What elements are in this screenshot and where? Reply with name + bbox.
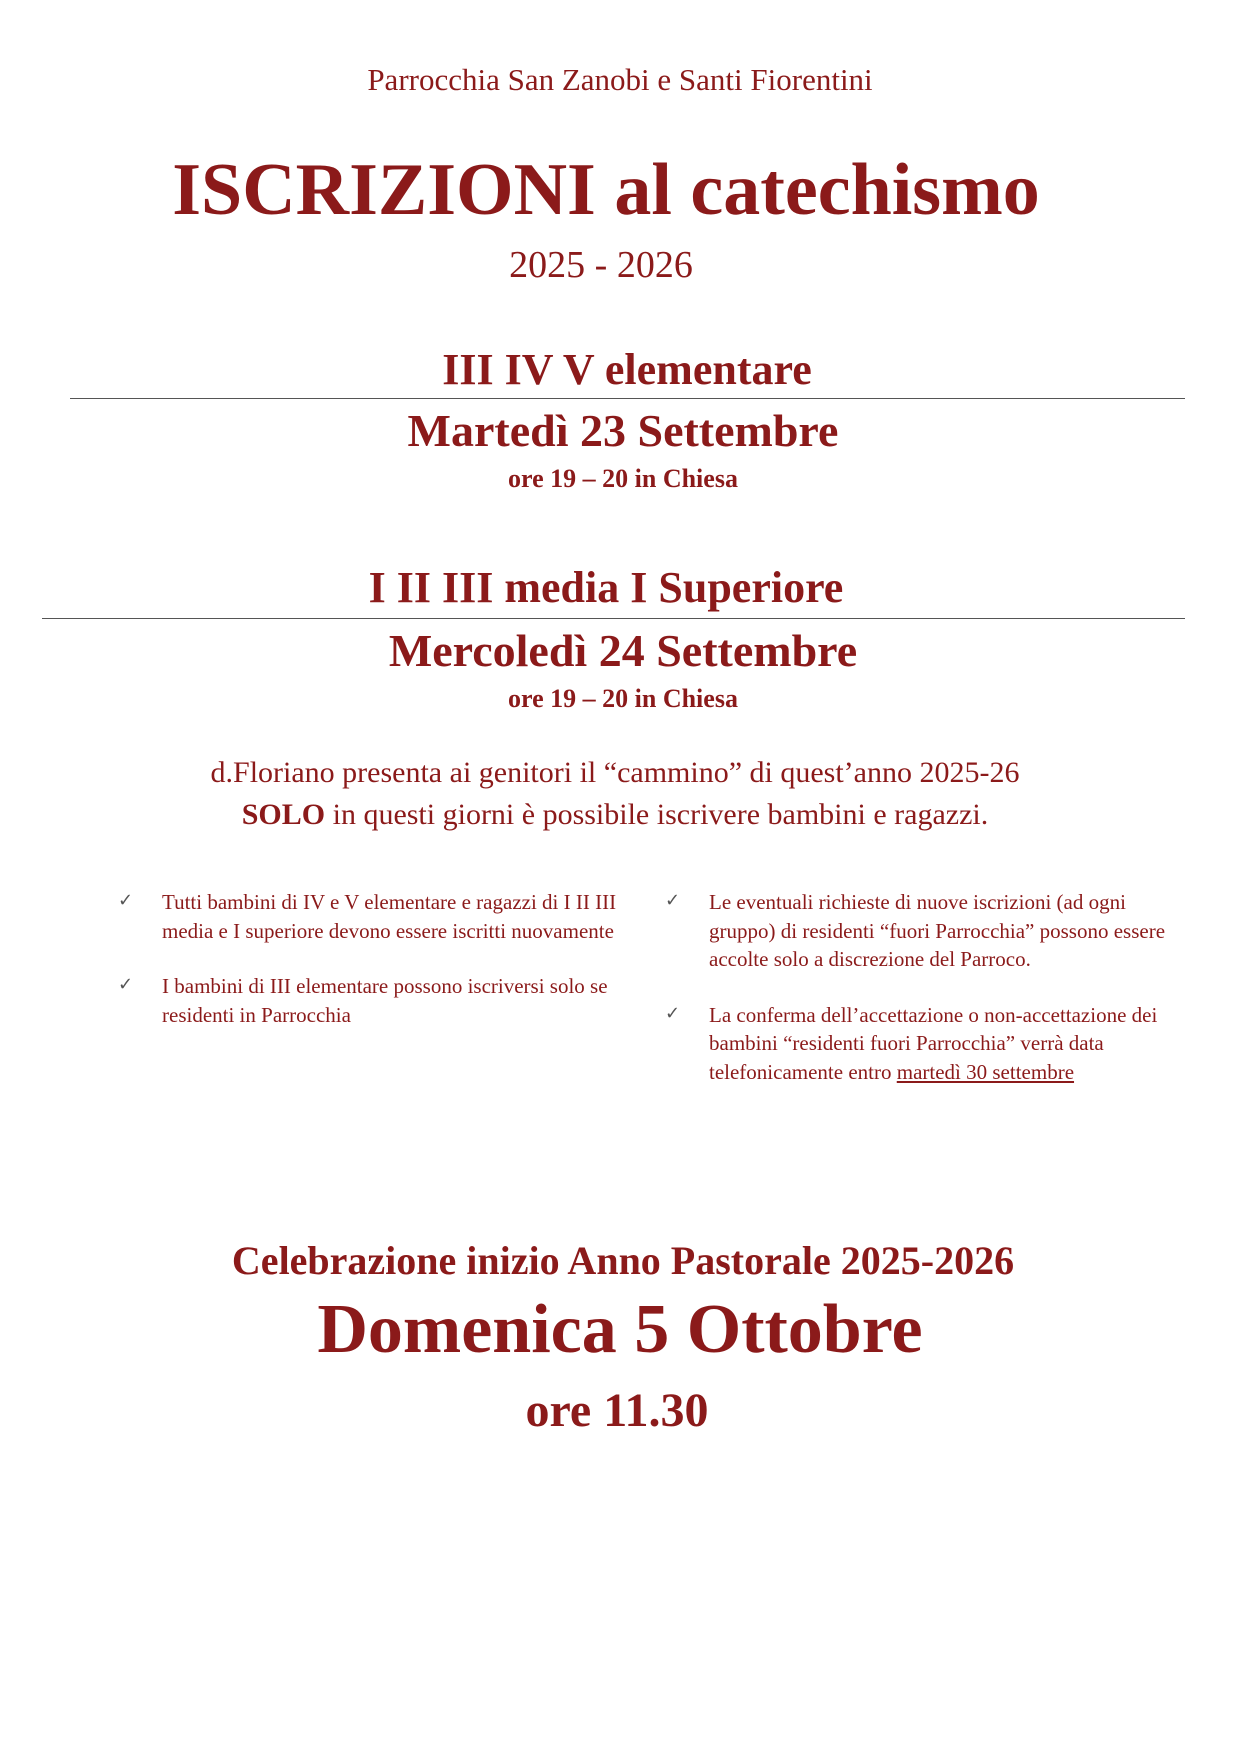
checkmark-icon: ✓ xyxy=(665,1002,681,1024)
list-item xyxy=(118,888,638,945)
checkmark-icon: ✓ xyxy=(118,974,134,995)
intro-solo-emphasis: SOLO xyxy=(241,798,326,831)
group1-time: ore 19 – 20 in Chiesa xyxy=(508,464,738,493)
checkmark-icon: ✓ xyxy=(665,890,681,911)
group2-classes: I II III media I Superiore xyxy=(368,563,844,612)
list-item xyxy=(665,1001,1185,1087)
list-item-text: I bambini di III elementare possono iscriversi solo se residenti in Parrocchia xyxy=(162,974,608,1027)
parish-name: Parrocchia San Zanobi e Santi Fiorentini xyxy=(367,62,873,97)
group1-date: Martedì 23 Settembre xyxy=(407,405,839,456)
celebration-title: Celebrazione inizio Anno Pastorale 2025-2026 xyxy=(231,1238,1015,1283)
intro-line-1: d.Floriano presenta ai genitori il “cammino” di quest’anno 2025-26 xyxy=(210,756,1020,789)
group1-classes: III IV V elementare xyxy=(442,345,812,394)
page-title: ISCRIZIONI al catechismo xyxy=(172,149,1040,231)
checkmark-icon: ✓ xyxy=(118,890,134,911)
deadline-date: martedì 30 settembre xyxy=(896,1059,1075,1084)
list-item xyxy=(118,972,638,1029)
group2-divider xyxy=(42,618,1185,619)
list-item-text: Le eventuali richieste di nuove iscrizioni (ad ogni gruppo) di residenti “fuori Parrocchia” possono essere accolte solo a discrezione del Parroco. xyxy=(709,890,1166,971)
group1-divider xyxy=(70,398,1185,399)
list-item-text: La conferma dell’accettazione o non-accettazione dei bambini “residenti fuori Parrocchia” verrà data telefonicamente entro xyxy=(709,1002,1158,1084)
bullet-list-right xyxy=(665,888,1185,1113)
list-item xyxy=(665,888,1185,974)
celebration-date: Domenica 5 Ottobre xyxy=(317,1291,923,1368)
group2-date: Mercoledì 24 Settembre xyxy=(388,625,858,676)
list-item-text: Tutti bambini di IV e V elementare e ragazzi di I II III media e I superiore devono essere iscritti nuovamente xyxy=(162,890,617,943)
bullet-list-left xyxy=(118,888,638,1056)
intro-line-2 xyxy=(0,798,1235,832)
school-year: 2025 - 2026 xyxy=(509,244,693,286)
celebration-time: ore 11.30 xyxy=(525,1384,709,1437)
group2-time: ore 19 – 20 in Chiesa xyxy=(508,684,738,713)
intro-line-2-rest: in questi giorni è possibile iscrivere bambini e ragazzi. xyxy=(325,798,989,831)
